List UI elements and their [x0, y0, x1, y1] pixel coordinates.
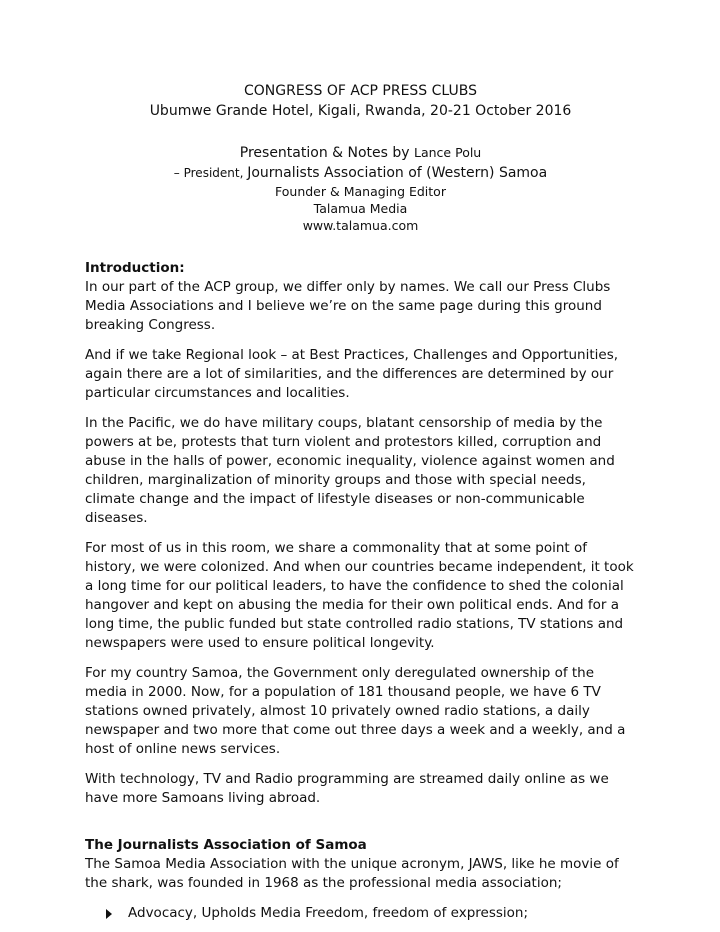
presentation-prefix: Presentation & Notes by [239, 145, 415, 161]
jaws-paragraph: The Samoa Media Association with the unique acronym, JAWS, like he movie of the shark, was founded in 1968 as the professional media association; [85, 856, 619, 891]
role-prefix: – President, [173, 166, 248, 180]
intro-paragraph-2: And if we take Regional look – at Best Practices, Challenges and Opportunities, again there are a lot of similarities, and the differences are determined by our particular circumstances and localities. [85, 347, 619, 401]
intro-paragraph-4: For most of us in this room, we share a commonality that at some point of history, we were colonized. And when our countries became independent, it took a long time for our political leaders, to have the confidence to shed the colonial hangover and kept on abusing the media for their own political ends. And for a long time, the public funded but state controlled radio stations, TV stations and newspapers were used to ensure political longevity. [85, 540, 634, 651]
founder-title: Founder & Managing Editor [275, 184, 446, 199]
introduction-heading: Introduction: [85, 260, 185, 276]
triangle-bullet-icon [106, 909, 112, 919]
role-org: Journalists Association of (Western) Samoa [247, 165, 548, 181]
presentation-line [85, 143, 636, 163]
role-line [85, 163, 636, 183]
intro-paragraph-5: For my country Samoa, the Government only deregulated ownership of the media in 2000. Now, for a population of 181 thousand people, we have 6 TV stations owned privately, almost 10 privately owned radio stations, a daily newspaper and two more that come out three days a week and a weekly, and a host of online news services. [85, 665, 626, 757]
website-link: www.talamua.com [302, 218, 419, 233]
intro-paragraph-3: In the Pacific, we do have military coups, blatant censorship of media by the powers at be, protests that turn violent and protestors killed, corruption and abuse in the halls of power, economic inequality, violence against women and children, marginalization of minority groups and those with special needs, climate change and the impact of lifestyle diseases or non-communicable diseases. [85, 415, 615, 526]
list-item [85, 904, 636, 923]
presenter-name: Lance Polu [414, 145, 482, 160]
intro-paragraph-6: With technology, TV and Radio programming are streamed daily online as we have more Samoans living abroad. [85, 771, 609, 806]
bullet-text: Advocacy, Upholds Media Freedom, freedom of expression; [128, 905, 529, 921]
congress-title: CONGRESS OF ACP PRESS CLUBS [243, 83, 478, 99]
intro-paragraph-1: In our part of the ACP group, we differ only by names. We call our Press Clubs Media Associations and I believe we’re on the same page during this ground breaking Congress. [85, 279, 611, 333]
jaws-bullet-list [85, 904, 636, 923]
document-header [85, 82, 636, 234]
venue-line: Ubumwe Grande Hotel, Kigali, Rwanda, 20-21 October 2016 [149, 103, 572, 119]
jaws-heading: The Journalists Association of Samoa [85, 837, 367, 853]
company-name: Talamua Media [313, 201, 408, 216]
